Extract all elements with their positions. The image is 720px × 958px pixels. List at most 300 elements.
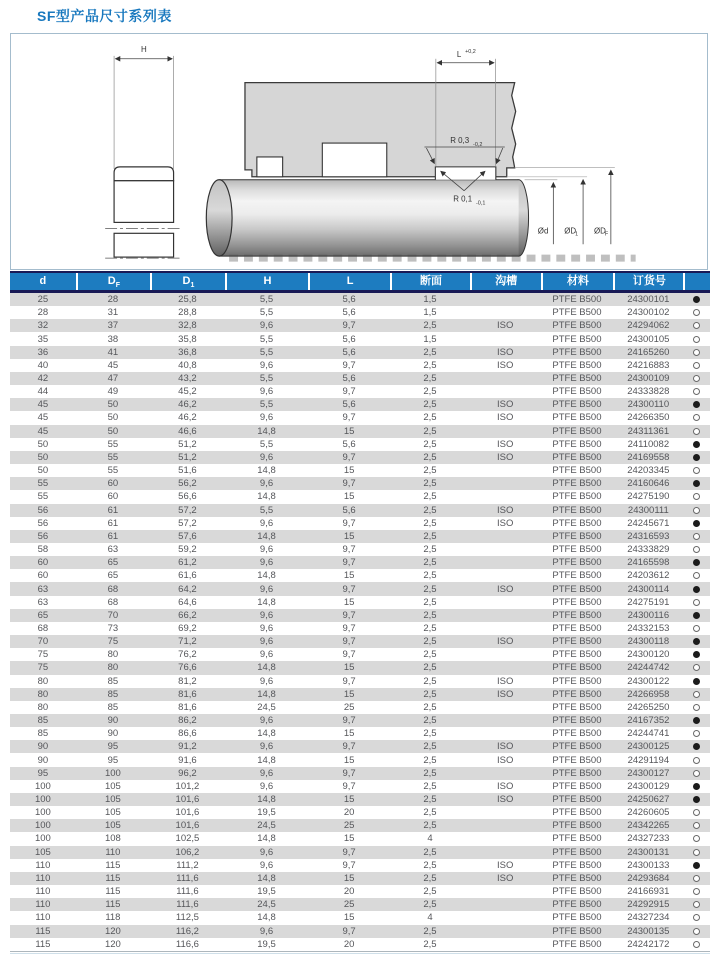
cell-order_no: 24203345: [627, 465, 670, 477]
cell-df: 55: [107, 465, 119, 477]
cell-material: PTFE B500: [552, 570, 602, 582]
cell-d1: 111,6: [176, 872, 199, 884]
cell-material: PTFE B500: [552, 307, 602, 319]
table-row: [10, 464, 710, 477]
cell-d: 44: [37, 386, 49, 398]
cell-order_no: 24265250: [627, 701, 670, 713]
cell-d: 50: [37, 438, 49, 450]
cell-h: 9,6: [259, 412, 274, 424]
cell-l: 5,6: [342, 504, 356, 516]
cell-order_no: 24300114: [627, 583, 670, 595]
cell-l: 5,6: [342, 346, 356, 358]
cell-d1: 69,2: [178, 622, 197, 634]
cell-d1: 116,2: [175, 925, 199, 937]
cell-material: PTFE B500: [552, 754, 602, 766]
cell-df: 110: [105, 846, 121, 858]
cell-df: 50: [107, 425, 119, 437]
table-row: [10, 727, 710, 740]
cell-section: 2,5: [423, 662, 437, 674]
table-row: [10, 293, 710, 306]
cell-d: 35: [37, 333, 49, 345]
cell-order_no: 24300131: [627, 846, 670, 858]
cell-l: 25: [343, 899, 355, 911]
cell-l: 15: [343, 912, 355, 924]
cell-stock: [683, 780, 710, 793]
cell-d1: 46,2: [178, 399, 197, 411]
cell-h: 14,8: [257, 754, 276, 766]
table-row: [10, 596, 710, 609]
cell-material: PTFE B500: [552, 912, 602, 924]
cell-d: 80: [37, 688, 49, 700]
cell-d1: 57,2: [178, 504, 197, 516]
cell-material: PTFE B500: [552, 346, 602, 358]
cell-l: 9,7: [342, 636, 356, 648]
open-dot-icon: [693, 625, 700, 632]
cell-groove: ISO: [497, 504, 514, 516]
cell-stock: [683, 425, 710, 438]
cell-order_no: 24293684: [627, 872, 670, 884]
cell-d1: 61,6: [178, 570, 197, 582]
cell-stock: [683, 911, 710, 924]
cell-l: 15: [343, 794, 355, 806]
cell-section: 4: [427, 833, 433, 845]
cell-order_no: 24311361: [627, 425, 670, 437]
cell-l: 20: [343, 938, 355, 950]
cell-l: 9,7: [342, 320, 356, 332]
cell-order_no: 24300135: [627, 925, 670, 937]
cell-h: 9,6: [259, 622, 274, 634]
cell-section: 2,5: [423, 609, 437, 621]
cell-section: 2,5: [423, 872, 437, 884]
cell-h: 14,8: [257, 491, 276, 503]
table-row: [10, 938, 710, 951]
cell-material: PTFE B500: [552, 872, 602, 884]
cell-d: 100: [34, 833, 51, 845]
open-dot-icon: [693, 336, 700, 343]
cell-d1: 43,2: [178, 373, 197, 385]
cell-section: 2,5: [423, 438, 437, 450]
cell-material: PTFE B500: [552, 320, 602, 332]
cell-groove: ISO: [497, 794, 514, 806]
table-row: [10, 451, 710, 464]
cell-h: 9,6: [259, 780, 274, 792]
cell-d: 50: [37, 451, 49, 463]
cell-groove: ISO: [497, 517, 514, 529]
cell-d: 55: [37, 478, 49, 490]
cell-material: PTFE B500: [552, 412, 602, 424]
cell-df: 47: [107, 373, 119, 385]
cell-d1: 111,6: [176, 899, 199, 911]
open-dot-icon: [693, 704, 700, 711]
cell-order_no: 24300133: [627, 859, 670, 871]
column-header-stock: [683, 273, 710, 290]
cell-d: 80: [37, 675, 49, 687]
housing: [245, 83, 516, 180]
cell-d: 55: [37, 491, 49, 503]
cell-material: PTFE B500: [552, 728, 602, 740]
cell-l: 9,7: [342, 767, 356, 779]
table-row: [10, 477, 710, 490]
open-dot-icon: [693, 546, 700, 553]
cell-h: 14,8: [257, 570, 276, 582]
seal-pocket-large: [322, 143, 386, 177]
cell-h: 9,6: [259, 478, 274, 490]
filled-dot-icon: [693, 441, 700, 448]
cell-d1: 102,5: [175, 833, 200, 845]
cell-stock: [683, 767, 710, 780]
cell-d: 110: [35, 886, 51, 898]
cell-df: 41: [107, 346, 119, 358]
table-row: [10, 490, 710, 503]
cell-stock: [683, 938, 710, 951]
open-dot-icon: [693, 901, 700, 908]
table-row: [10, 675, 710, 688]
cell-order_no: 24300129: [627, 780, 670, 792]
cell-stock: [683, 319, 710, 332]
cell-stock: [683, 635, 710, 648]
cell-l: 25: [343, 820, 355, 832]
dimension-table: [10, 271, 710, 952]
cell-material: PTFE B500: [552, 925, 602, 937]
cell-section: 2,5: [423, 557, 437, 569]
open-dot-icon: [693, 388, 700, 395]
cell-df: 60: [107, 478, 119, 490]
cell-stock: [683, 411, 710, 424]
cell-d1: 32,8: [178, 320, 197, 332]
cell-stock: [683, 504, 710, 517]
open-dot-icon: [693, 914, 700, 921]
cell-stock: [683, 398, 710, 411]
cell-material: PTFE B500: [552, 886, 602, 898]
cell-stock: [683, 306, 710, 319]
filled-dot-icon: [693, 612, 700, 619]
cell-d1: 64,2: [178, 583, 197, 595]
cell-d1: 101,6: [175, 807, 200, 819]
cell-h: 5,5: [259, 333, 274, 345]
cell-order_no: 24333829: [627, 544, 670, 556]
cell-l: 9,7: [342, 925, 356, 937]
dia-d1-label: ØD: [564, 226, 577, 236]
filled-dot-icon: [693, 401, 700, 408]
cell-section: 1,5: [423, 333, 437, 345]
cell-material: PTFE B500: [552, 741, 602, 753]
table-row: [10, 846, 710, 859]
cell-stock: [683, 517, 710, 530]
radius-top-tolerance: -0,2: [473, 142, 483, 149]
cell-stock: [683, 688, 710, 701]
cell-d1: 46,6: [178, 425, 197, 437]
open-dot-icon: [693, 349, 700, 356]
cell-df: 61: [107, 517, 119, 529]
table-row: [10, 359, 710, 372]
table-row: [10, 517, 710, 530]
table-row: [10, 438, 710, 451]
cell-material: PTFE B500: [552, 780, 602, 792]
dia-d-label: Ød: [537, 226, 549, 236]
cell-h: 9,6: [259, 636, 274, 648]
cell-stock: [683, 346, 710, 359]
cell-material: PTFE B500: [552, 767, 602, 779]
cell-section: 2,5: [423, 478, 437, 490]
cell-d: 110: [35, 872, 51, 884]
cell-h: 5,5: [259, 438, 274, 450]
cell-df: 37: [107, 320, 119, 332]
cell-df: 100: [104, 767, 121, 779]
cell-d1: 96,2: [178, 767, 197, 779]
cell-l: 9,7: [342, 451, 356, 463]
cell-stock: [683, 530, 710, 543]
table-row: [10, 530, 710, 543]
cell-material: PTFE B500: [552, 478, 602, 490]
filled-dot-icon: [693, 454, 700, 461]
cell-groove: ISO: [497, 451, 514, 463]
cell-order_no: 24203612: [627, 570, 670, 582]
cell-h: 9,6: [259, 925, 274, 937]
open-dot-icon: [693, 757, 700, 764]
cell-df: 120: [104, 938, 121, 950]
cell-d1: 101,6: [175, 820, 200, 832]
cell-d: 68: [37, 622, 49, 634]
cell-stock: [683, 569, 710, 582]
cell-stock: [683, 372, 710, 385]
cell-material: PTFE B500: [552, 333, 602, 345]
table-row: [10, 504, 710, 517]
cell-h: 5,5: [259, 399, 274, 411]
cell-section: 4: [427, 912, 433, 924]
cell-d: 90: [37, 754, 49, 766]
cell-d1: 86,6: [178, 728, 197, 740]
cell-df: 63: [107, 544, 119, 556]
cell-stock: [683, 701, 710, 714]
cell-d: 60: [37, 557, 49, 569]
cell-section: 2,5: [423, 728, 437, 740]
cell-h: 9,6: [259, 320, 274, 332]
cell-section: 2,5: [423, 425, 437, 437]
open-dot-icon: [693, 809, 700, 816]
cell-d1: 36,8: [178, 346, 197, 358]
cell-h: 24,5: [257, 820, 276, 832]
table-row: [10, 635, 710, 648]
column-header-h: H: [225, 273, 308, 290]
filled-dot-icon: [693, 480, 700, 487]
cell-h: 5,5: [259, 294, 274, 306]
cell-df: 31: [107, 307, 119, 319]
cell-order_no: 24300111: [627, 504, 669, 516]
cell-groove: ISO: [497, 320, 514, 332]
cell-l: 15: [343, 833, 355, 845]
cell-stock: [683, 464, 710, 477]
cell-d: 115: [35, 925, 51, 937]
cell-order_no: 24166931: [627, 886, 670, 898]
cell-d: 95: [37, 767, 49, 779]
cell-df: 75: [107, 636, 119, 648]
table-row: [10, 319, 710, 332]
cell-df: 61: [107, 530, 119, 542]
cell-df: 55: [107, 438, 119, 450]
cell-d1: 91,6: [178, 754, 197, 766]
cell-order_no: 24332153: [627, 622, 670, 634]
cell-order_no: 24300118: [627, 636, 670, 648]
cell-d: 25: [37, 294, 49, 306]
cell-d: 65: [37, 609, 49, 621]
cell-material: PTFE B500: [552, 636, 602, 648]
cell-groove: ISO: [497, 780, 514, 792]
cell-d: 115: [35, 938, 51, 950]
cell-h: 14,8: [257, 596, 276, 608]
cell-material: PTFE B500: [552, 399, 602, 411]
cell-d: 32: [37, 320, 49, 332]
cell-d: 28: [37, 307, 49, 319]
cell-material: PTFE B500: [552, 675, 602, 687]
cell-material: PTFE B500: [552, 688, 602, 700]
table-row: [10, 806, 710, 819]
table-row: [10, 372, 710, 385]
cell-h: 14,8: [257, 728, 276, 740]
cell-groove: ISO: [497, 412, 514, 424]
table-row: [10, 780, 710, 793]
open-dot-icon: [693, 599, 700, 606]
cell-h: 9,6: [259, 715, 274, 727]
cell-h: 24,5: [257, 899, 276, 911]
cell-groove: ISO: [497, 636, 514, 648]
open-dot-icon: [693, 507, 700, 514]
cell-section: 2,5: [423, 570, 437, 582]
open-dot-icon: [693, 730, 700, 737]
radius-bottom-tolerance: -0,1: [476, 200, 486, 207]
seal-mirror-profile: [114, 233, 173, 257]
cell-l: 15: [343, 728, 355, 740]
cell-df: 105: [104, 794, 121, 806]
cell-section: 2,5: [423, 899, 437, 911]
cell-section: 2,5: [423, 346, 437, 358]
cell-df: 95: [107, 754, 119, 766]
cell-order_no: 24266350: [627, 412, 670, 424]
cell-l: 15: [343, 596, 355, 608]
cell-df: 73: [107, 622, 119, 634]
cell-d1: 51,6: [178, 465, 197, 477]
cell-h: 9,6: [259, 649, 274, 661]
open-dot-icon: [693, 664, 700, 671]
cell-df: 85: [107, 675, 119, 687]
cell-d: 36: [37, 346, 49, 358]
cell-order_no: 24242172: [627, 938, 670, 950]
cell-h: 5,5: [259, 504, 274, 516]
cell-df: 68: [107, 596, 119, 608]
cell-l: 9,7: [342, 478, 356, 490]
cell-df: 50: [107, 412, 119, 424]
cell-stock: [683, 556, 710, 569]
cell-stock: [683, 754, 710, 767]
cell-stock: [683, 885, 710, 898]
cell-stock: [683, 609, 710, 622]
cell-order_no: 24169558: [627, 451, 670, 463]
cell-order_no: 24244741: [627, 728, 670, 740]
cell-h: 19,5: [257, 886, 276, 898]
cell-d1: 25,8: [178, 294, 197, 306]
cell-section: 2,5: [423, 938, 437, 950]
cell-order_no: 24300101: [627, 294, 670, 306]
open-dot-icon: [693, 375, 700, 382]
table-row: [10, 582, 710, 595]
column-header-section: 断面: [390, 273, 470, 290]
cell-l: 5,6: [342, 333, 356, 345]
cell-l: 9,7: [342, 359, 356, 371]
cell-d1: 61,2: [178, 557, 197, 569]
cell-section: 2,5: [423, 583, 437, 595]
cell-df: 60: [107, 491, 119, 503]
cell-d1: 64,6: [178, 596, 197, 608]
open-dot-icon: [693, 493, 700, 500]
cell-groove: ISO: [497, 688, 514, 700]
table-row: [10, 767, 710, 780]
cell-material: PTFE B500: [552, 662, 602, 674]
cell-l: 25: [343, 701, 355, 713]
cell-df: 115: [105, 886, 121, 898]
cell-h: 9,6: [259, 859, 274, 871]
cell-groove: ISO: [497, 754, 514, 766]
cell-section: 2,5: [423, 451, 437, 463]
cell-df: 85: [107, 688, 119, 700]
cell-h: 14,8: [257, 465, 276, 477]
cell-section: 2,5: [423, 517, 437, 529]
dia-df-sub: F: [604, 231, 609, 238]
cell-stock: [683, 543, 710, 556]
cell-groove: ISO: [497, 399, 514, 411]
cell-order_no: 24216883: [627, 359, 670, 371]
cell-df: 115: [105, 899, 121, 911]
cell-df: 118: [105, 912, 121, 924]
cell-l: 9,7: [342, 412, 356, 424]
seal-body-profile: [114, 181, 173, 223]
cell-order_no: 24300125: [627, 741, 670, 753]
table-row: [10, 332, 710, 345]
cell-h: 5,5: [259, 307, 274, 319]
cell-l: 15: [343, 754, 355, 766]
cell-df: 65: [107, 557, 119, 569]
cell-df: 50: [107, 399, 119, 411]
cell-section: 2,5: [423, 846, 437, 858]
cell-d: 80: [37, 701, 49, 713]
table-header: [10, 271, 710, 293]
cell-order_no: 24342265: [627, 820, 670, 832]
cell-df: 90: [107, 728, 119, 740]
cell-d: 45: [37, 412, 49, 424]
table-row: [10, 622, 710, 635]
cell-l: 9,7: [342, 715, 356, 727]
cell-section: 2,5: [423, 491, 437, 503]
cell-section: 2,5: [423, 412, 437, 424]
cell-d: 100: [34, 820, 51, 832]
cell-d: 100: [34, 794, 51, 806]
cell-l: 15: [343, 570, 355, 582]
cell-d1: 91,2: [178, 741, 197, 753]
cell-d1: 76,6: [178, 662, 197, 674]
cell-d1: 56,6: [178, 491, 197, 503]
column-header-material: 材料: [541, 273, 614, 290]
cell-df: 65: [107, 570, 119, 582]
cell-order_no: 24165598: [627, 557, 670, 569]
cell-groove: ISO: [497, 359, 514, 371]
cell-material: PTFE B500: [552, 609, 602, 621]
cell-order_no: 24294062: [627, 320, 670, 332]
cell-stock: [683, 846, 710, 859]
cell-section: 2,5: [423, 820, 437, 832]
cell-d: 56: [37, 530, 49, 542]
column-header-l: L: [308, 273, 390, 290]
cell-order_no: 24327233: [627, 833, 670, 845]
cell-material: PTFE B500: [552, 544, 602, 556]
cell-h: 14,8: [257, 794, 276, 806]
